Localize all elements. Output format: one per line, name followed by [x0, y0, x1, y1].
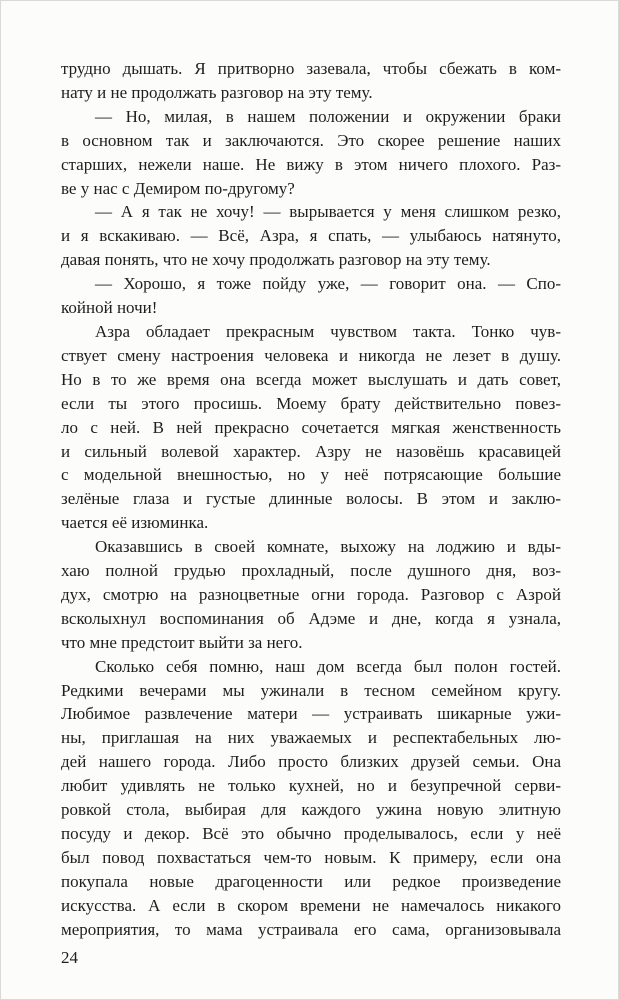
text-line: Оказавшись в своей комнате, выхожу на лоджию и вды-: [95, 537, 561, 557]
text-line: дей нашего города. Либо просто близких друзей семьи. Она: [61, 752, 561, 772]
text-line: искусства. А если в скором времени не намечалось никакого: [61, 895, 561, 915]
text-line: ло с ней. В ней прекрасно сочетается мягкая женственность: [61, 417, 561, 437]
paragraph: [61, 655, 561, 942]
text-line: Азра обладает прекрасным чувством такта. Тонко чув-: [95, 321, 561, 341]
text-line: Редкими вечерами мы ужинали в тесном семейном кругу.: [61, 680, 561, 700]
text-line: дух, смотрю на разноцветные огни города. Разговор с Азрой: [61, 584, 561, 604]
text-line: — Но, милая, в нашем положении и окружении браки: [95, 106, 561, 126]
text-line: — А я так не хочу! — вырывается у меня слишком резко,: [95, 202, 561, 222]
text-line: хаю полной грудью прохладный, после душного дня, воз-: [61, 561, 561, 581]
text-line: любит удивлять не только кухней, но и безупречной серви-: [61, 776, 561, 796]
text-line: ве у нас с Демиром по-другому?: [61, 178, 295, 198]
text-line: Но в то же время она всегда может выслушать и дать совет,: [61, 369, 561, 389]
text-line: Сколько себя помню, наш дом всегда был полон гостей.: [95, 656, 561, 676]
text-line: нату и не продолжать разговор на эту тему.: [61, 82, 373, 102]
text-line: трудно дышать. Я притворно зазевала, чтобы сбежать в ком-: [61, 59, 561, 78]
paragraph: [61, 105, 561, 201]
text-line: если ты этого просишь. Моему брату действительно повез-: [61, 393, 561, 413]
page-text: [61, 57, 561, 942]
text-line: в основном так и заключаются. Это скорее решение наших: [61, 130, 561, 150]
text-line: покупала новые драгоценности или редкое произведение: [61, 871, 561, 891]
text-line: Любимое развлечение матери — устраивать шикарные ужи-: [61, 704, 561, 724]
paragraph: [61, 272, 561, 320]
paragraph: [61, 57, 561, 105]
paragraph: [61, 200, 561, 272]
text-line: давая понять, что не хочу продолжать разговор на эту тему.: [61, 250, 491, 270]
text-line: койной ночи!: [61, 298, 158, 318]
text-line: — Хорошо, я тоже пойду уже, — говорит она. — Спо-: [95, 274, 561, 294]
text-line: ровкой стола, выбирая для каждого ужина новую элитную: [61, 800, 561, 820]
text-line: и сильный волевой характер. Азру не назовёшь красавицей: [61, 441, 561, 461]
text-line: был повод похвастаться чем-то новым. К примеру, если она: [61, 847, 561, 867]
text-line: зелёные глаза и густые длинные волосы. В этом и заклю-: [61, 489, 561, 509]
text-line: что мне предстоит выйти за него.: [61, 632, 303, 652]
page-number: 24: [61, 948, 78, 967]
text-line: всколыхнул воспоминания об Адэме и дне, когда я узнала,: [61, 608, 561, 628]
text-line: ствует смену настроения человека и никогда не лезет в душу.: [61, 345, 561, 365]
text-line: мероприятия, то мама устраивала его сама, организовывала: [61, 919, 561, 939]
text-line: и я вскакиваю. — Всё, Азра, я спать, — улыбаюсь натянуто,: [61, 226, 561, 246]
paragraph: [61, 320, 561, 535]
text-line: с модельной внешностью, но у неё потрясающие большие: [61, 465, 561, 485]
text-line: старших, нежели наше. Не вижу в этом ничего плохого. Раз-: [61, 154, 561, 174]
text-line: ны, приглашая на них уважаемых и респектабельных лю-: [61, 728, 561, 748]
text-line: посуду и декор. Всё это обычно проделывалось, если у неё: [61, 824, 561, 843]
text-line: чается её изюминка.: [61, 513, 209, 533]
paragraph: [61, 535, 561, 655]
